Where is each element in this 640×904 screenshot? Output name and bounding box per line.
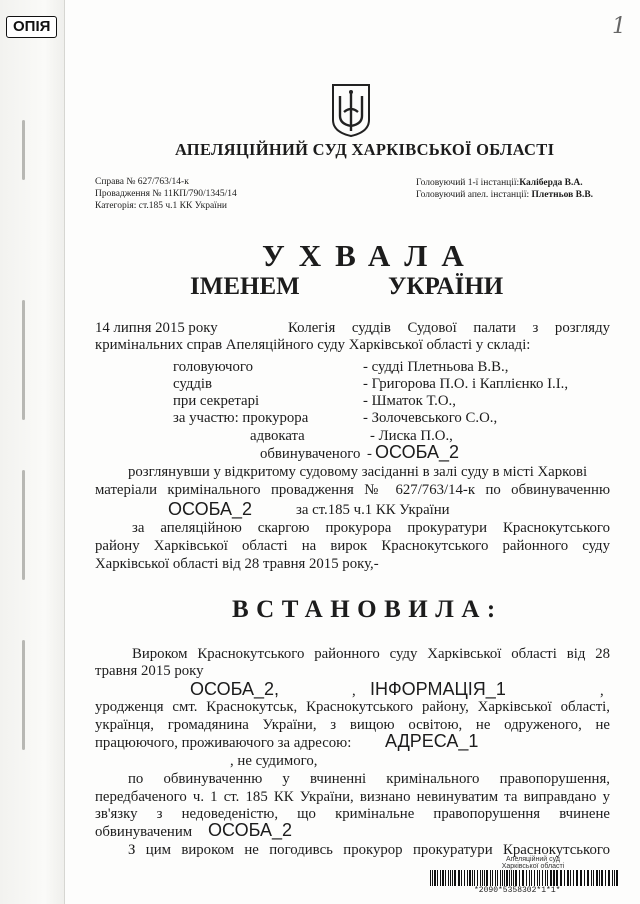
presiding-appeal-name: Плетньов В.В. xyxy=(531,190,594,200)
verdict-info: ІНФОРМАЦІЯ_1 xyxy=(370,679,506,699)
role-judges: суддів xyxy=(173,376,212,392)
proceeding-number: Провадження № 11КП/790/1345/14 xyxy=(95,189,237,199)
verdict-line-7: , не судимого, xyxy=(230,753,318,769)
binding-strip xyxy=(0,0,65,904)
body-line-3: за ст.185 ч.1 КК України xyxy=(296,502,450,518)
barcode-bar xyxy=(584,870,585,886)
barcode-bar xyxy=(495,870,496,886)
barcode-bar xyxy=(580,870,582,886)
barcode-label-line-2: Харківської області xyxy=(501,863,565,870)
case-category: Категорія: ст.185 ч.1 КК України xyxy=(95,201,227,211)
name-presiding: - судді Плетньова В.В., xyxy=(363,359,509,375)
role-accused: обвинуваченого xyxy=(260,446,361,462)
verdict-person-2: ОСОБА_2 xyxy=(208,820,293,840)
barcode-bar xyxy=(509,870,510,886)
barcode-bar xyxy=(484,870,485,886)
barcode-bar xyxy=(587,870,589,886)
stitch-thread xyxy=(22,300,25,420)
handwritten-page-number: 1 xyxy=(612,14,626,39)
barcode-bar xyxy=(515,870,517,886)
role-lawyer: адвоката xyxy=(250,428,305,444)
barcode-bar xyxy=(550,870,552,886)
verdict-line-5: українця, громадянина України, з вищою освітою, не одруженого, не xyxy=(95,717,610,733)
barcode-bar xyxy=(573,870,574,886)
barcode-bar xyxy=(467,870,468,886)
barcode-bar xyxy=(616,870,618,886)
barcode-bar xyxy=(534,870,535,886)
barcode-bar xyxy=(601,870,603,886)
barcode-bar xyxy=(537,870,538,886)
barcode-bar xyxy=(526,870,527,886)
barcode-bar xyxy=(591,870,592,886)
body-line-2: матеріали кримінального провадження № 627/763/14-к по обвинуваченню xyxy=(95,482,610,498)
barcode-bar xyxy=(522,870,524,886)
barcode-bar xyxy=(545,870,546,886)
barcode-bar xyxy=(553,870,555,886)
verdict-line-9: передбаченого ч. 1 ст. 185 КК України, визнано невинуватим та виправдано у xyxy=(95,789,610,805)
barcode-bar xyxy=(482,870,483,886)
barcode-label xyxy=(498,856,568,870)
barcode-bar xyxy=(614,870,615,886)
barcode-bar xyxy=(500,870,501,886)
barcode-bar xyxy=(448,870,449,886)
barcode-bar xyxy=(434,870,436,886)
verdict-person: ОСОБА_2, xyxy=(190,679,280,699)
copy-stamp: ОПІЯ xyxy=(6,16,57,38)
verdict-line-6: працюючого, проживаючого за адресою: xyxy=(95,735,352,751)
barcode-bar xyxy=(504,870,505,886)
barcode-bar xyxy=(490,870,491,886)
barcode-bar xyxy=(437,870,438,886)
barcode-bar xyxy=(461,870,462,886)
intro-line-2: кримінальних справ Апеляційного суду Харківської області у складі: xyxy=(95,337,531,353)
barcode-bar xyxy=(599,870,600,886)
verdict-line-2: травня 2015 року xyxy=(95,663,204,679)
verdict-line-1: Вироком Краснокутського районного суду Харківської області від 28 xyxy=(132,646,610,662)
stitch-thread xyxy=(22,470,25,580)
presiding-first-label: Головуючий 1-ї інстанції: xyxy=(416,178,520,188)
role-prosecutor: за участю: прокурора xyxy=(173,410,309,426)
barcode-bar xyxy=(464,870,465,886)
ruling-date: 14 липня 2015 року xyxy=(95,320,218,336)
barcode-bar xyxy=(547,870,548,886)
coat-of-arms-icon xyxy=(330,82,372,138)
accused-placeholder-2: ОСОБА_2 xyxy=(168,499,253,519)
barcode-bar xyxy=(474,870,475,886)
barcode-bar xyxy=(531,870,532,886)
barcode-bar xyxy=(513,870,514,886)
body-line-1: розглянувши у відкритому судовому засіданні в залі суду в місті Харкові xyxy=(128,464,588,480)
barcode-bar xyxy=(492,870,493,886)
barcode-bar xyxy=(454,870,456,886)
barcode xyxy=(430,870,620,886)
barcode-number: *2090*5358302*1*1* xyxy=(474,886,561,895)
barcode-bar xyxy=(612,870,613,886)
verdict-line-8: по обвинуваченню у вчиненні кримінального правопорушення, xyxy=(128,771,610,787)
barcode-bar xyxy=(486,870,488,886)
presiding-first-name: Каліберда В.А. xyxy=(519,178,583,188)
barcode-bar xyxy=(529,870,530,886)
verdict-comma-1: , xyxy=(352,683,356,699)
barcode-bar xyxy=(477,870,478,886)
barcode-bar xyxy=(472,870,473,886)
barcode-bar xyxy=(539,870,540,886)
document-title: УХВАЛА xyxy=(262,238,478,273)
verdict-line-10: зв'язку з недоведеністю, що кримінальне правопорушення вчинене xyxy=(95,806,610,822)
court-name: АПЕЛЯЦІЙНИЙ СУД ХАРКІВСЬКОЇ ОБЛАСТІ xyxy=(175,140,555,159)
barcode-bar xyxy=(570,870,571,886)
barcode-bar xyxy=(445,870,446,886)
barcode-bar xyxy=(432,870,433,886)
barcode-bar xyxy=(452,870,453,886)
intro-line-1: Колегія суддів Судової палати з розгляду xyxy=(288,320,610,336)
verdict-line-12: З цим вироком не погодивсь прокурор прокуратури Краснокутського xyxy=(128,842,610,858)
stitch-thread xyxy=(22,120,25,180)
barcode-bar xyxy=(469,870,471,886)
name-secretary: - Шматок Т.О., xyxy=(363,393,456,409)
body-line-6: Харківської області від 28 травня 2015 року,- xyxy=(95,556,379,572)
title-in-the-name: ІМЕНЕМ xyxy=(190,273,300,300)
established-heading: ВСТАНОВИЛА: xyxy=(232,596,503,623)
barcode-bar xyxy=(605,870,606,886)
barcode-bar xyxy=(430,870,431,886)
name-prosecutor: - Золочевського С.О., xyxy=(363,410,498,426)
barcode-bar xyxy=(608,870,610,886)
case-number: Справа № 627/763/14-к xyxy=(95,177,189,187)
accused-placeholder: ОСОБА_2 xyxy=(375,442,460,462)
role-secretary: при секретарі xyxy=(173,393,260,409)
dash-accused: - xyxy=(367,446,372,462)
verdict-line-11: обвинуваченим xyxy=(95,824,193,840)
barcode-bar xyxy=(542,870,543,886)
barcode-bar xyxy=(560,870,562,886)
name-judges: - Григорова П.О. і Каплієнко І.І., xyxy=(363,376,569,392)
barcode-bar xyxy=(564,870,565,886)
barcode-bar xyxy=(576,870,578,886)
title-of-ukraine: УКРАЇНИ xyxy=(388,273,504,300)
barcode-bar xyxy=(567,870,569,886)
presiding-appeal-instance xyxy=(416,190,593,201)
barcode-label-line-1: Апеляційний суд xyxy=(506,856,560,863)
barcode-bar xyxy=(506,870,508,886)
barcode-bar xyxy=(450,870,451,886)
barcode-bar xyxy=(519,870,520,886)
barcode-bar xyxy=(442,870,444,886)
barcode-bar xyxy=(593,870,594,886)
barcode-bar xyxy=(511,870,512,886)
presiding-appeal-label: Головуючий апел. інстанції: xyxy=(416,190,530,200)
role-presiding: головуючого xyxy=(173,359,253,375)
stitch-thread xyxy=(22,640,25,750)
barcode-bar xyxy=(596,870,598,886)
verdict-line-4: уродженця смт. Краснокутськ, Краснокутського району, Харківської області, xyxy=(95,699,610,715)
barcode-bar xyxy=(502,870,503,886)
name-lawyer: - Лиска П.О., xyxy=(370,428,453,444)
barcode-bar xyxy=(480,870,481,886)
barcode-bar xyxy=(497,870,498,886)
barcode-bar xyxy=(440,870,441,886)
body-line-5: району Харківської області на вирок Краснокутського районного суду xyxy=(95,538,610,554)
verdict-comma-2: , xyxy=(600,683,604,699)
presiding-first-instance xyxy=(416,178,583,189)
body-line-4: за апеляційною скаргою прокурора прокуратури Краснокутського xyxy=(132,520,610,536)
verdict-address: АДРЕСА_1 xyxy=(385,731,479,751)
barcode-bar xyxy=(458,870,460,886)
barcode-bar xyxy=(556,870,558,886)
